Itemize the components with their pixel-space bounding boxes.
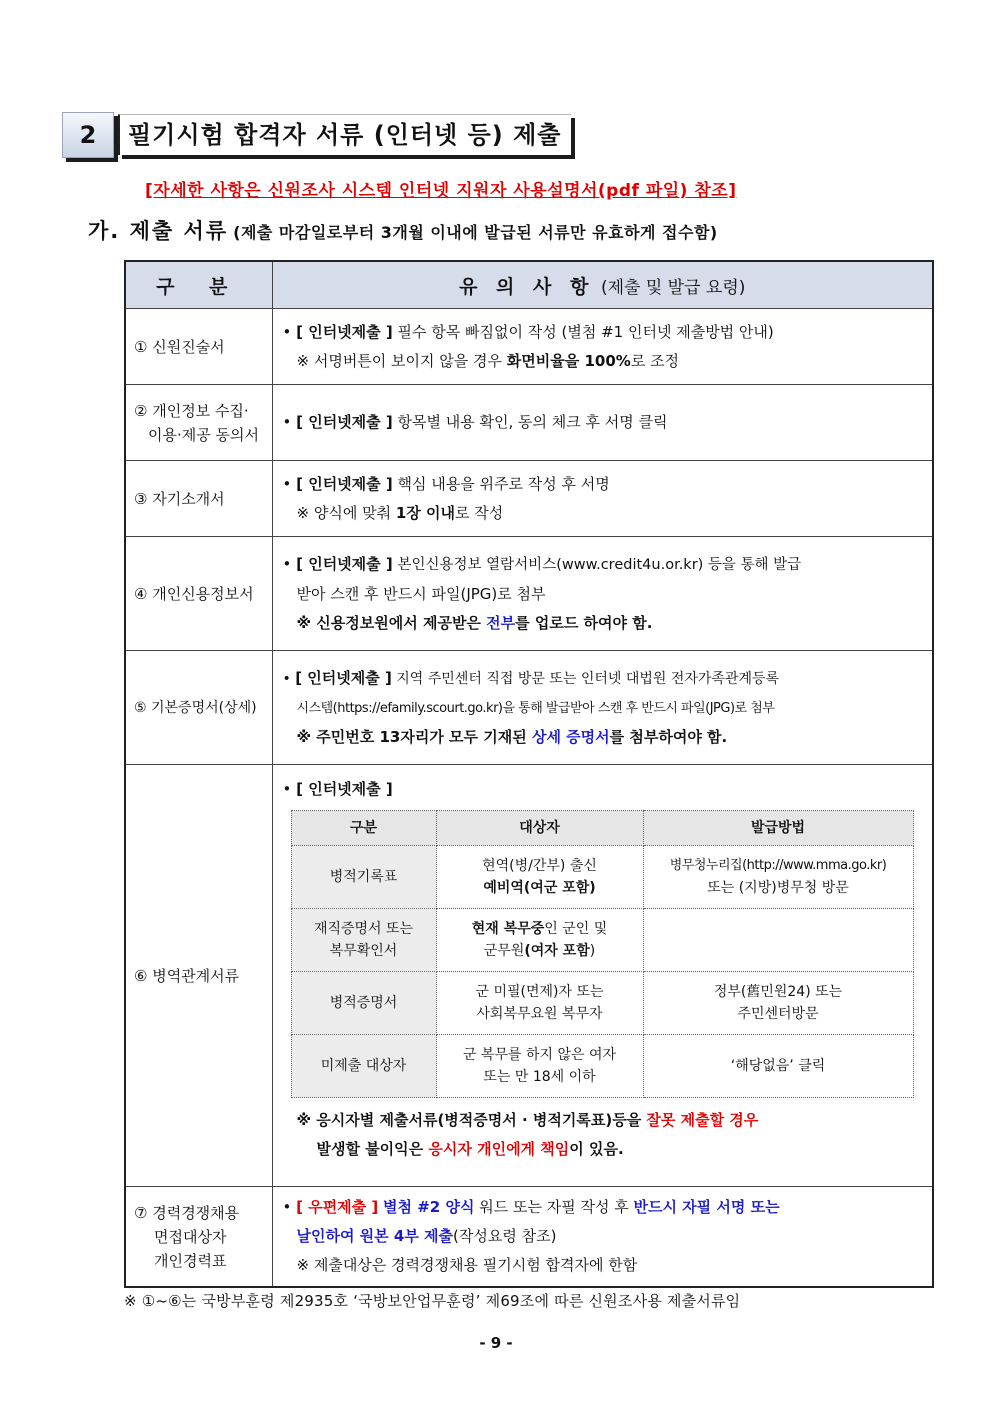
reference-note: [자세한 사항은 신원조사 시스템 인터넷 지원자 사용설명서(pdf 파일) 참조]: [145, 181, 737, 201]
inner-cell: ‘해당없음’ 클릭: [643, 1035, 913, 1098]
cell-line: [441, 918, 639, 940]
row-note: ※ 제출대상은 경력경쟁채용 필기시험 합격자에 한함: [296, 1256, 638, 1274]
row-content: [272, 537, 933, 651]
submit-tag: [ 인터넷제출 ]: [296, 780, 393, 798]
inner-header-row: [291, 811, 913, 846]
cell-line: 군 복무를 하지 않은 여자: [462, 1047, 617, 1063]
label-line: 면접대상자: [154, 1227, 227, 1246]
inner-cell: [643, 972, 913, 1035]
inner-cell: [436, 972, 643, 1035]
inner-row: [291, 846, 913, 909]
table-row: [125, 461, 933, 537]
cell-bold: (여자 포함: [524, 943, 590, 959]
table-header-row: [125, 261, 933, 309]
section-number-badge: 2: [62, 112, 114, 158]
subsection-heading: [88, 215, 718, 245]
note-bold: 1장 이내: [395, 503, 455, 522]
row-note: [283, 347, 925, 376]
cell-line: 사회복무요원 복무자: [476, 1006, 603, 1022]
table-row: [125, 309, 933, 385]
table-row: [125, 651, 933, 765]
cell-line: 재직증명서 또는: [313, 921, 414, 937]
note-text: ※ 양식에 맞춰: [296, 503, 396, 522]
table-row: [125, 385, 933, 461]
note-text-end: 로 조정: [630, 351, 680, 370]
row-text: (작성요령 참조): [453, 1227, 557, 1245]
cell-bold: 현재 복무중: [471, 921, 545, 937]
note-text-end: 를 첨부하여야 함.: [609, 727, 728, 746]
bullet-line: • [ 인터넷제출 ]: [282, 780, 393, 798]
cell-line: 군 미필(면제)자 또는: [475, 984, 604, 1000]
cell-line: 또는 (지방)병무청 방문: [707, 880, 849, 896]
cell-line: [441, 940, 639, 962]
table-row: [125, 765, 933, 1187]
cell-text: ): [589, 943, 596, 959]
inner-cell: [643, 846, 913, 909]
note-text: 발생할 불이익은: [316, 1140, 429, 1158]
cell-line: 주민센터방문: [737, 1006, 819, 1022]
note-red: 잘못 제출할 경우: [646, 1111, 759, 1129]
row-content: [272, 651, 933, 765]
row-text: 지역 주민센터 직접 방문 또는 인터넷 대법원 전자가족관계등록: [396, 670, 780, 687]
row-text: 항목별 내용 확인, 동의 체크 후 서명 클릭: [397, 413, 668, 431]
text-blue: 별첨 #2 양식: [383, 1198, 475, 1216]
row-text: 본인신용정보 열람서비스(www.credit4u.or.kr) 등을 통해 발급: [397, 556, 802, 573]
submit-tag: [ 인터넷제출 ]: [296, 474, 393, 493]
inner-header: 구분: [291, 811, 436, 846]
text-blue: 반드시 자필 서명 또는: [633, 1198, 780, 1216]
inner-cell: [436, 846, 643, 909]
note-blue: 전부: [486, 613, 516, 632]
inner-row: [291, 909, 913, 972]
text-blue: 날인하여 원본 4부 제출: [296, 1227, 454, 1245]
cell-text: 군무원: [483, 943, 525, 959]
inner-cell: [436, 1035, 643, 1098]
note-text-end: 이 있음.: [569, 1140, 624, 1158]
label-line: 이용·제공 동의서: [148, 425, 259, 444]
label-line: ⑦ 경력경쟁채용: [134, 1203, 240, 1222]
bullet-line: • [ 우편제출 ] 별첨 #2 양식 워드 또는 자필 작성 후 반드시 자필 서명 또는: [282, 1198, 780, 1216]
bullet-line: • [ 인터넷제출 ] 항목별 내용 확인, 동의 체크 후 서명 클릭: [282, 413, 668, 431]
label-line: 개인경력표: [154, 1251, 227, 1270]
inner-cell: 미제출 대상자: [291, 1035, 436, 1098]
header-notes: [272, 261, 933, 309]
subsection-title: 가. 제출 서류: [88, 219, 229, 243]
submit-tag: [ 인터넷제출 ]: [296, 554, 393, 573]
note-text: ※ 신용정보원에서 제공받은: [296, 613, 487, 632]
page-number: - 9 -: [479, 1334, 513, 1352]
row-note: [283, 499, 925, 528]
cell-line: 예비역(여군 포함): [483, 880, 596, 896]
row-text-line2: [283, 1222, 925, 1251]
inner-cell-empty: [643, 909, 913, 972]
row-label: [125, 1187, 272, 1288]
row-content: [272, 765, 933, 1187]
row-label: ① 신원진술서: [125, 309, 272, 385]
row-note: [283, 1106, 925, 1135]
header-notes-sub: (제출 및 발급 요령): [600, 277, 746, 298]
section-title: 필기시험 합격자 서류 (인터넷 등) 제출: [118, 114, 571, 155]
note-text: ※ 서명버튼이 보이지 않을 경우: [296, 351, 507, 370]
row-text: 필수 항목 빠짐없이 작성 (별첨 #1 인터넷 제출방법 안내): [397, 322, 774, 341]
bullet-line: • [ 인터넷제출 ] 지역 주민센터 직접 방문 또는 인터넷 대법원 전자가족관계등록: [282, 668, 780, 687]
row-content: [272, 1187, 933, 1288]
row-content: [272, 461, 933, 537]
inner-header: 대상자: [436, 811, 643, 846]
bullet-line: • [ 인터넷제출 ] 필수 항목 빠짐없이 작성 (별첨 #1 인터넷 제출방법 안내): [282, 322, 774, 341]
row-note: [283, 609, 925, 638]
inner-cell: [436, 909, 643, 972]
header-notes-main: 유 의 사 항: [459, 275, 595, 298]
bullet-line: • [ 인터넷제출 ] 핵심 내용을 위주로 작성 후 서명: [282, 474, 610, 493]
label-line: ② 개인정보 수집·: [134, 401, 249, 420]
inner-row: [291, 972, 913, 1035]
row-label: ⑤ 기본증명서(상세): [125, 651, 272, 765]
inner-row: [291, 1035, 913, 1098]
row-label: [125, 385, 272, 461]
cell-line: 병무청누리집(http://www.mma.go.kr): [669, 858, 887, 873]
row-text-line2: 받아 스캔 후 반드시 파일(JPG)로 첨부: [296, 584, 546, 603]
row-label: ⑥ 병역관계서류: [125, 765, 272, 1187]
note-text-end: 로 작성: [454, 503, 504, 522]
row-note: [283, 723, 925, 752]
cell-line: 정부(舊민원24) 또는: [713, 984, 843, 1000]
submit-tag: [ 인터넷제출 ]: [296, 322, 393, 341]
note-red: 응시자 개인에게 책임: [428, 1140, 570, 1158]
bullet-line: • [ 인터넷제출 ] 본인신용정보 열람서비스(www.credit4u.or.kr) 등을 통해 발급: [282, 554, 802, 573]
row-text: 핵심 내용을 위주로 작성 후 서명: [397, 474, 610, 493]
header-category: 구 분: [125, 261, 272, 309]
inner-cell: [291, 909, 436, 972]
cell-text: 인 군인 및: [544, 921, 608, 937]
cell-line: 복무확인서: [329, 943, 398, 959]
note-text: ※ 주민번호 13자리가 모두 기재된: [296, 727, 532, 746]
military-docs-table: [291, 810, 914, 1098]
submit-tag: [ 인터넷제출 ]: [296, 413, 393, 431]
row-note: [283, 1135, 925, 1164]
row-text-line2: 시스템(https://efamily.scourt.go.kr)을 통해 발급받아 스캔 후 반드시 파일(JPG)로 첨부: [296, 700, 775, 716]
submit-tag: [ 인터넷제출 ]: [295, 668, 392, 687]
note-text: ※ 응시자별 제출서류(병적증명서 · 병적기록표)등을: [296, 1111, 647, 1129]
row-content: [272, 385, 933, 461]
table-row: [125, 537, 933, 651]
footnote: ※ ①~⑥는 국방부훈령 제2935호 ‘국방보안업무훈령’ 제69조에 따른 신원조사용 제출서류임: [124, 1292, 741, 1310]
inner-cell: 병적기록표: [291, 846, 436, 909]
documents-table: [124, 260, 934, 1288]
row-label: ④ 개인신용정보서: [125, 537, 272, 651]
row-content: [272, 309, 933, 385]
table-row: [125, 1187, 933, 1288]
note-blue: 상세 증명서: [531, 727, 610, 746]
inner-cell: 병적증명서: [291, 972, 436, 1035]
row-text: 워드 또는 자필 작성 후: [474, 1198, 634, 1216]
cell-line: 또는 만 18세 이하: [483, 1069, 596, 1085]
subsection-note: (제출 마감일로부터 3개월 이내에 발급된 서류만 유효하게 접수함): [233, 223, 718, 242]
inner-header: 발급방법: [643, 811, 913, 846]
note-bold: 화면비율을 100%: [506, 351, 631, 370]
submit-tag: [ 우편제출 ]: [296, 1198, 379, 1216]
row-label: ③ 자기소개서: [125, 461, 272, 537]
note-text-end: 를 업로드 하여야 함.: [515, 613, 653, 632]
cell-line: 현역(병/간부) 출신: [482, 858, 597, 874]
